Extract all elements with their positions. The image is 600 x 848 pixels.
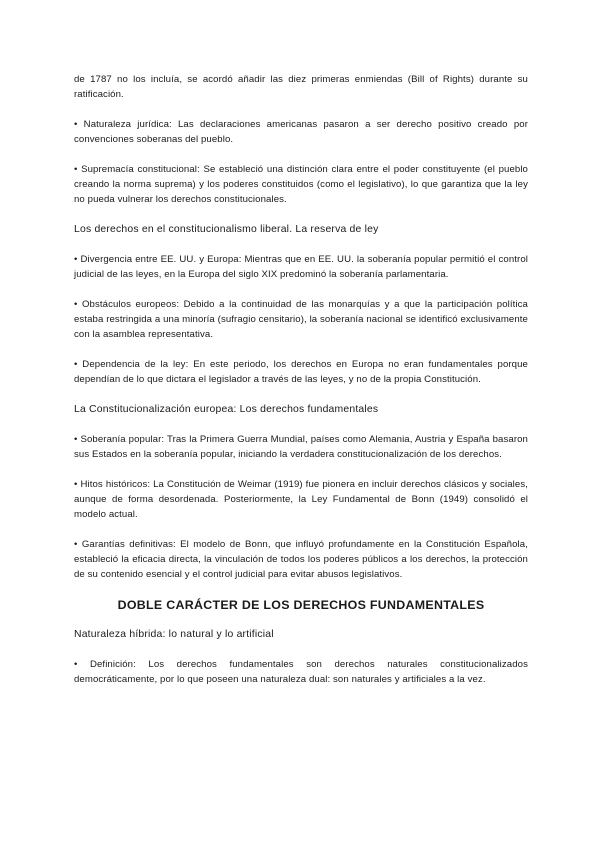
subheading-constitucionalismo-liberal: Los derechos en el constitucionalismo liberal. La reserva de ley <box>74 224 379 235</box>
bullet-definicion: • Definición: Los derechos fundamentales son derechos naturales constitucionalizados democráticamente, por lo que poseen una naturaleza dual: son naturales y artificiales a la vez. <box>74 659 528 685</box>
bullet-dependencia-ley: • Dependencia de la ley: En este periodo, los derechos en Europa no eran fundamentales porque dependían de lo que dictara el legislador a través de las leyes, y no de la propia Constitución. <box>74 359 528 385</box>
section-title-doble-caracter: DOBLE CARÁCTER DE LOS DERECHOS FUNDAMENTALES <box>117 598 485 612</box>
bullet-hitos-historicos: • Hitos históricos: La Constitución de Weimar (1919) fue pionera en incluir derechos clásicos y sociales, aunque de forma desordenada. Posteriormente, la Ley Fundamental de Bonn (1949) consolidó el modelo actual. <box>74 479 528 520</box>
bullet-naturaleza-juridica: • Naturaleza jurídica: Las declaraciones americanas pasaron a ser derecho positivo creado por convenciones soberanas del pueblo. <box>74 119 528 145</box>
document-page <box>74 72 528 702</box>
subheading-constitucionalizacion-europea: La Constitucionalización europea: Los derechos fundamentales <box>74 404 379 415</box>
paragraph-bill-of-rights: de 1787 no los incluía, se acordó añadir las diez primeras enmiendas (Bill of Rights) durante su ratificación. <box>74 74 528 100</box>
bullet-obstaculos-europeos: • Obstáculos europeos: Debido a la continuidad de las monarquías y a que la participación política estaba restringida a una minoría (sufragio censitario), la soberanía nacional se identificó exclusivamente con la asamblea representativa. <box>74 299 528 340</box>
bullet-soberania-popular: • Soberanía popular: Tras la Primera Guerra Mundial, países como Alemania, Austria y España basaron sus Estados en la soberanía popular, iniciando la verdadera constitucionalización de los derechos. <box>74 434 528 460</box>
subheading-naturaleza-hibrida: Naturaleza híbrida: lo natural y lo artificial <box>74 629 274 640</box>
bullet-garantias-definitivas: • Garantías definitivas: El modelo de Bonn, que influyó profundamente en la Constitución Española, estableció la eficacia directa, la vinculación de todos los poderes públicos a los derechos, la protección de su contenido esencial y el control judicial para evitar abusos legislativos. <box>74 539 528 580</box>
bullet-divergencia: • Divergencia entre EE. UU. y Europa: Mientras que en EE. UU. la soberanía popular permitió el control judicial de las leyes, en la Europa del siglo XIX predominó la soberanía parlamentaria. <box>74 254 528 280</box>
bullet-supremacia-constitucional: • Supremacía constitucional: Se estableció una distinción clara entre el poder constituyente (el pueblo creando la norma suprema) y los poderes constituidos (como el legislativo), lo que garantiza que la ley no pueda vulnerar los derechos constitucionales. <box>74 164 528 205</box>
